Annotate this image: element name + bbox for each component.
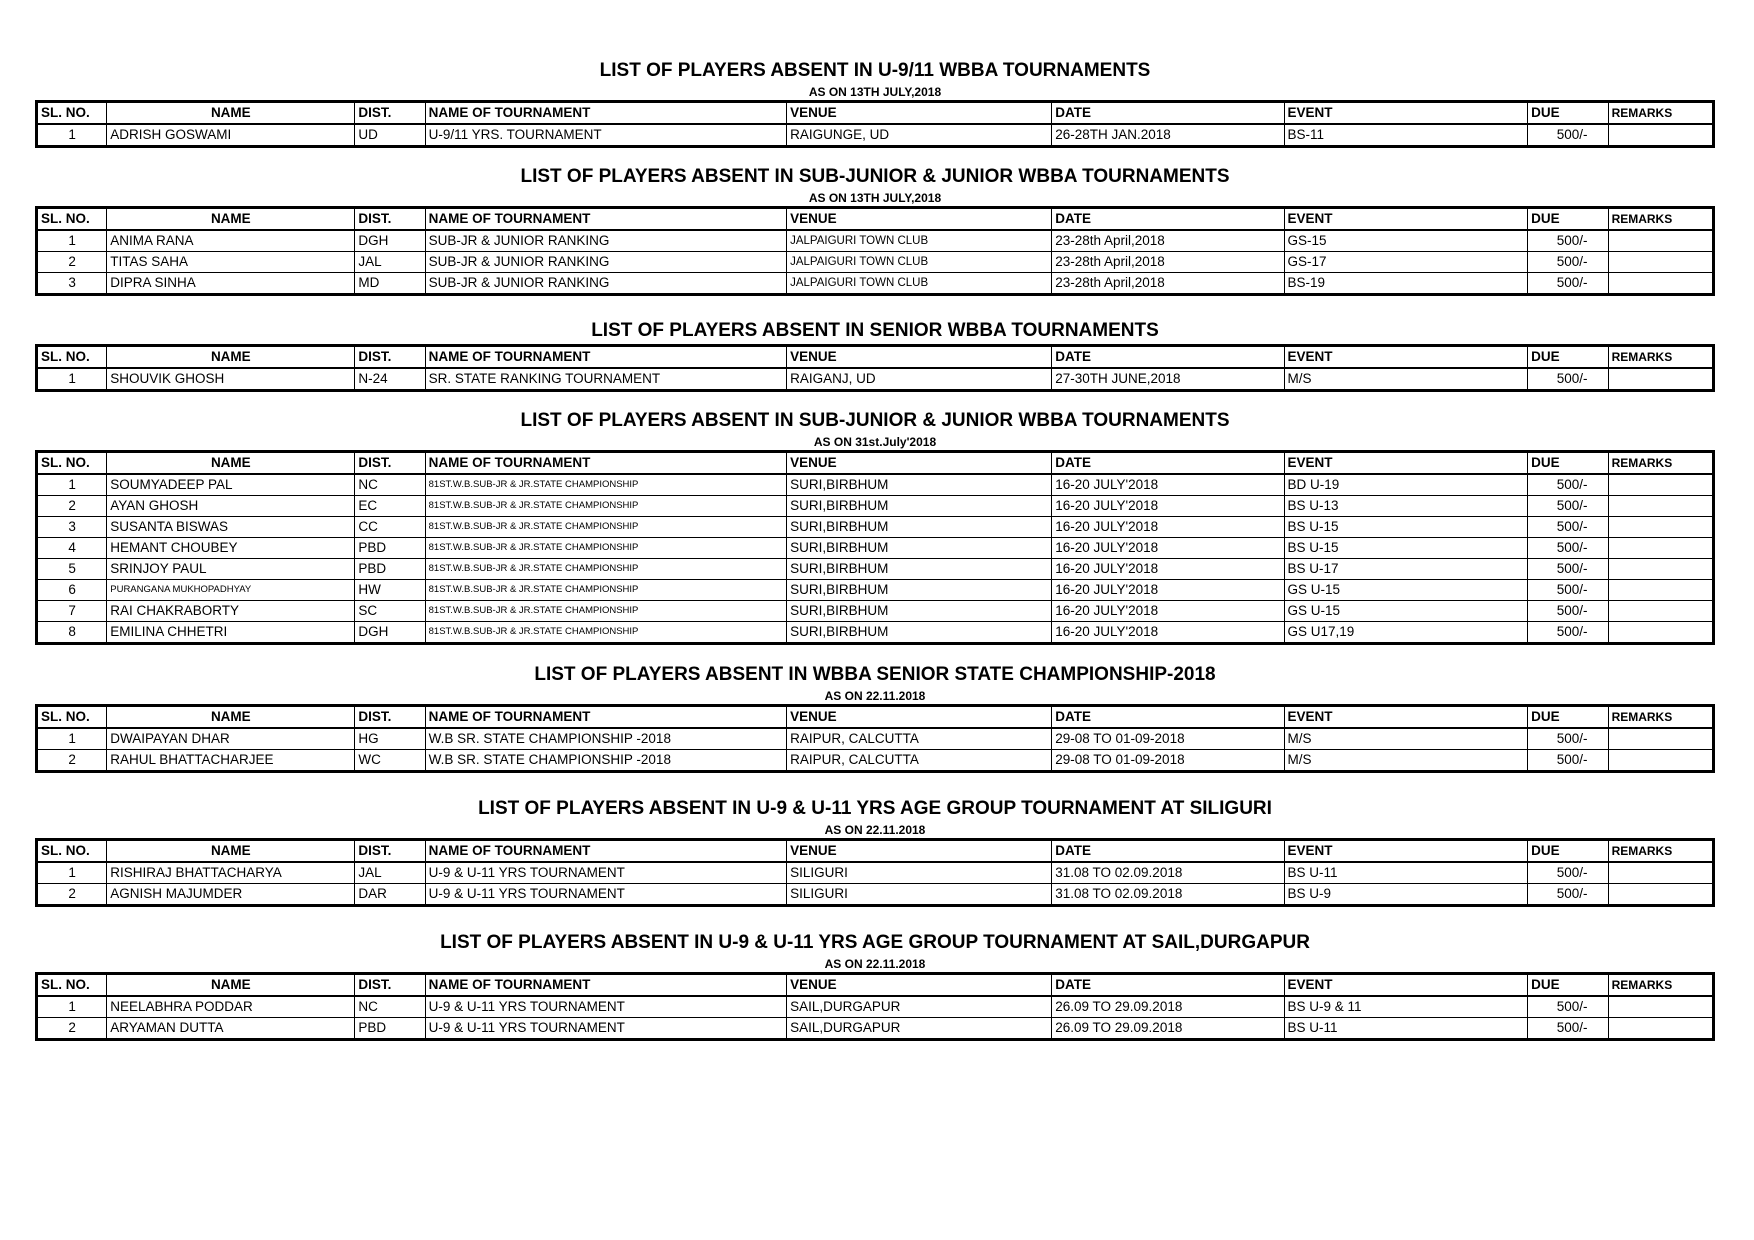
- table-cell: PURANGANA MUKHOPADHYAY: [107, 580, 355, 601]
- table-cell: NEELABHRA PODDAR: [107, 996, 355, 1018]
- column-header: DIST.: [355, 974, 425, 997]
- table-cell: 4: [37, 538, 107, 559]
- table-cell: BS U-11: [1284, 1018, 1528, 1040]
- table-cell: 16-20 JULY'2018: [1052, 538, 1284, 559]
- column-header: DUE: [1528, 102, 1608, 125]
- table-cell: BS U-9 & 11: [1284, 996, 1528, 1018]
- table-cell: 1: [37, 230, 107, 252]
- table-row: [37, 862, 1714, 884]
- section-title: LIST OF PLAYERS ABSENT IN SUB-JUNIOR & JUNIOR WBBA TOURNAMENTS: [520, 166, 1230, 187]
- column-header: SL. NO.: [37, 346, 107, 369]
- section-title: LIST OF PLAYERS ABSENT IN U-9 & U-11 YRS AGE GROUP TOURNAMENT AT SAIL,DURGAPUR: [440, 932, 1310, 953]
- table-cell: RAIPUR, CALCUTTA: [787, 728, 1052, 750]
- column-header: SL. NO.: [37, 208, 107, 231]
- table-cell: [1608, 273, 1713, 295]
- column-header: EVENT: [1284, 102, 1528, 125]
- as-on-date: AS ON 22.11.2018: [824, 957, 926, 971]
- column-header: REMARKS: [1608, 706, 1713, 729]
- table-cell: HEMANT CHOUBEY: [107, 538, 355, 559]
- table-cell: GS U17,19: [1284, 622, 1528, 644]
- table-header-row: [37, 346, 1714, 369]
- table-cell: AGNISH MAJUMDER: [107, 884, 355, 906]
- column-header: VENUE: [787, 974, 1052, 997]
- absentee-table: [35, 838, 1715, 907]
- table-cell: UD: [355, 124, 425, 147]
- column-header: VENUE: [787, 840, 1052, 863]
- table-cell: U-9 & U-11 YRS TOURNAMENT: [425, 1018, 786, 1040]
- table-cell: JALPAIGURI TOWN CLUB: [787, 252, 1052, 273]
- as-on-date: AS ON 22.11.2018: [824, 823, 926, 837]
- table-row: [37, 728, 1714, 750]
- table-cell: GS-15: [1284, 230, 1528, 252]
- table-row: [37, 559, 1714, 580]
- column-header: EVENT: [1284, 452, 1528, 475]
- table-cell: [1608, 580, 1713, 601]
- table-row: [37, 124, 1714, 147]
- column-header: SL. NO.: [37, 974, 107, 997]
- table-cell: 500/-: [1528, 884, 1608, 906]
- table-cell: 29-08 TO 01-09-2018: [1052, 728, 1284, 750]
- column-header: DIST.: [355, 346, 425, 369]
- column-header: NAME OF TOURNAMENT: [425, 102, 786, 125]
- table-cell: [1608, 728, 1713, 750]
- table-row: [37, 580, 1714, 601]
- table-cell: SC: [355, 601, 425, 622]
- table-cell: 81ST.W.B.SUB-JR & JR.STATE CHAMPIONSHIP: [425, 538, 786, 559]
- table-cell: ADRISH GOSWAMI: [107, 124, 355, 147]
- table-cell: M/S: [1284, 728, 1528, 750]
- table-cell: 500/-: [1528, 538, 1608, 559]
- table-row: [37, 996, 1714, 1018]
- table-cell: NC: [355, 474, 425, 496]
- table-cell: EMILINA CHHETRI: [107, 622, 355, 644]
- table-cell: W.B SR. STATE CHAMPIONSHIP -2018: [425, 728, 786, 750]
- table-cell: [1608, 230, 1713, 252]
- table-cell: 16-20 JULY'2018: [1052, 474, 1284, 496]
- table-row: [37, 538, 1714, 559]
- column-header: DIST.: [355, 706, 425, 729]
- table-cell: SURI,BIRBHUM: [787, 601, 1052, 622]
- table-cell: 81ST.W.B.SUB-JR & JR.STATE CHAMPIONSHIP: [425, 474, 786, 496]
- table-cell: BD U-19: [1284, 474, 1528, 496]
- table-cell: 1: [37, 474, 107, 496]
- table-cell: U-9 & U-11 YRS TOURNAMENT: [425, 884, 786, 906]
- table-cell: SUSANTA BISWAS: [107, 517, 355, 538]
- table-cell: BS-11: [1284, 124, 1528, 147]
- table-cell: U-9 & U-11 YRS TOURNAMENT: [425, 862, 786, 884]
- column-header: EVENT: [1284, 706, 1528, 729]
- table-cell: [1608, 601, 1713, 622]
- column-header: DATE: [1052, 974, 1284, 997]
- column-header: DATE: [1052, 102, 1284, 125]
- column-header: DUE: [1528, 452, 1608, 475]
- column-header: DIST.: [355, 452, 425, 475]
- table-row: [37, 368, 1714, 391]
- column-header: VENUE: [787, 706, 1052, 729]
- table-cell: DWAIPAYAN DHAR: [107, 728, 355, 750]
- column-header: DATE: [1052, 208, 1284, 231]
- table-cell: [1608, 750, 1713, 772]
- table-cell: SURI,BIRBHUM: [787, 517, 1052, 538]
- table-cell: 23-28th April,2018: [1052, 230, 1284, 252]
- table-cell: PBD: [355, 559, 425, 580]
- column-header: DUE: [1528, 208, 1608, 231]
- table-cell: BS-19: [1284, 273, 1528, 295]
- column-header: DATE: [1052, 840, 1284, 863]
- table-cell: [1608, 538, 1713, 559]
- absentee-table: [35, 972, 1715, 1041]
- table-cell: SUB-JR & JUNIOR RANKING: [425, 230, 786, 252]
- table-cell: JAL: [355, 252, 425, 273]
- table-cell: 27-30TH JUNE,2018: [1052, 368, 1284, 391]
- table-cell: SURI,BIRBHUM: [787, 538, 1052, 559]
- table-cell: GS U-15: [1284, 580, 1528, 601]
- table-cell: MD: [355, 273, 425, 295]
- table-row: [37, 1018, 1714, 1040]
- absentee-section: [35, 796, 1715, 907]
- absentee-table: [35, 206, 1715, 296]
- column-header: DUE: [1528, 706, 1608, 729]
- table-cell: NC: [355, 996, 425, 1018]
- table-cell: [1608, 622, 1713, 644]
- as-on-date: AS ON 13TH JULY,2018: [808, 191, 942, 205]
- table-cell: 23-28th April,2018: [1052, 252, 1284, 273]
- table-cell: DGH: [355, 622, 425, 644]
- column-header: DUE: [1528, 974, 1608, 997]
- absentee-section: [35, 408, 1715, 645]
- table-cell: RAHUL BHATTACHARJEE: [107, 750, 355, 772]
- table-cell: DIPRA SINHA: [107, 273, 355, 295]
- column-header: DIST.: [355, 102, 425, 125]
- table-header-row: [37, 706, 1714, 729]
- table-row: [37, 474, 1714, 496]
- column-header: DIST.: [355, 840, 425, 863]
- column-header: NAME OF TOURNAMENT: [425, 452, 786, 475]
- table-cell: 26-28TH JAN.2018: [1052, 124, 1284, 147]
- table-header-row: [37, 452, 1714, 475]
- table-cell: 81ST.W.B.SUB-JR & JR.STATE CHAMPIONSHIP: [425, 517, 786, 538]
- table-cell: 7: [37, 601, 107, 622]
- column-header: DATE: [1052, 452, 1284, 475]
- column-header: NAME OF TOURNAMENT: [425, 974, 786, 997]
- table-cell: DAR: [355, 884, 425, 906]
- column-header: NAME: [107, 346, 355, 369]
- column-header: SL. NO.: [37, 452, 107, 475]
- table-cell: RISHIRAJ BHATTACHARYA: [107, 862, 355, 884]
- column-header: REMARKS: [1608, 208, 1713, 231]
- table-cell: 16-20 JULY'2018: [1052, 517, 1284, 538]
- table-cell: 16-20 JULY'2018: [1052, 496, 1284, 517]
- column-header: SL. NO.: [37, 706, 107, 729]
- table-cell: BS U-11: [1284, 862, 1528, 884]
- table-row: [37, 884, 1714, 906]
- column-header: VENUE: [787, 208, 1052, 231]
- table-cell: SHOUVIK GHOSH: [107, 368, 355, 391]
- table-cell: 500/-: [1528, 580, 1608, 601]
- column-header: DIST.: [355, 208, 425, 231]
- table-cell: GS U-15: [1284, 601, 1528, 622]
- table-cell: 500/-: [1528, 622, 1608, 644]
- table-cell: SR. STATE RANKING TOURNAMENT: [425, 368, 786, 391]
- table-cell: 2: [37, 1018, 107, 1040]
- table-cell: 500/-: [1528, 559, 1608, 580]
- table-cell: 23-28th April,2018: [1052, 273, 1284, 295]
- table-cell: SUB-JR & JUNIOR RANKING: [425, 252, 786, 273]
- table-cell: [1608, 559, 1713, 580]
- table-row: [37, 622, 1714, 644]
- column-header: NAME: [107, 974, 355, 997]
- table-cell: W.B SR. STATE CHAMPIONSHIP -2018: [425, 750, 786, 772]
- table-cell: 81ST.W.B.SUB-JR & JR.STATE CHAMPIONSHIP: [425, 622, 786, 644]
- column-header: NAME: [107, 102, 355, 125]
- table-cell: 1: [37, 996, 107, 1018]
- table-cell: [1608, 474, 1713, 496]
- column-header: DUE: [1528, 840, 1608, 863]
- table-cell: [1608, 517, 1713, 538]
- table-cell: 500/-: [1528, 368, 1608, 391]
- table-cell: [1608, 1018, 1713, 1040]
- table-cell: BS U-13: [1284, 496, 1528, 517]
- absentee-table: [35, 344, 1715, 392]
- table-cell: SURI,BIRBHUM: [787, 496, 1052, 517]
- column-header: DATE: [1052, 706, 1284, 729]
- section-title: LIST OF PLAYERS ABSENT IN SENIOR WBBA TOURNAMENTS: [591, 320, 1159, 341]
- table-cell: BS U-17: [1284, 559, 1528, 580]
- column-header: VENUE: [787, 452, 1052, 475]
- table-cell: 1: [37, 124, 107, 147]
- table-header-row: [37, 840, 1714, 863]
- column-header: NAME: [107, 452, 355, 475]
- table-cell: U-9 & U-11 YRS TOURNAMENT: [425, 996, 786, 1018]
- column-header: DATE: [1052, 346, 1284, 369]
- table-header-row: [37, 974, 1714, 997]
- table-cell: 26.09 TO 29.09.2018: [1052, 996, 1284, 1018]
- table-cell: BS U-15: [1284, 538, 1528, 559]
- table-cell: RAI CHAKRABORTY: [107, 601, 355, 622]
- table-cell: RAIPUR, CALCUTTA: [787, 750, 1052, 772]
- table-row: [37, 496, 1714, 517]
- table-cell: JALPAIGURI TOWN CLUB: [787, 230, 1052, 252]
- table-cell: BS U-15: [1284, 517, 1528, 538]
- as-on-date: AS ON 13TH JULY,2018: [808, 85, 942, 99]
- table-cell: N-24: [355, 368, 425, 391]
- table-cell: 500/-: [1528, 1018, 1608, 1040]
- table-cell: 3: [37, 273, 107, 295]
- column-header: NAME OF TOURNAMENT: [425, 840, 786, 863]
- column-header: NAME OF TOURNAMENT: [425, 706, 786, 729]
- table-cell: M/S: [1284, 750, 1528, 772]
- table-cell: 2: [37, 884, 107, 906]
- section-title: LIST OF PLAYERS ABSENT IN SUB-JUNIOR & JUNIOR WBBA TOURNAMENTS: [520, 410, 1230, 431]
- column-header: EVENT: [1284, 346, 1528, 369]
- column-header: VENUE: [787, 346, 1052, 369]
- table-cell: ARYAMAN DUTTA: [107, 1018, 355, 1040]
- table-cell: BS U-9: [1284, 884, 1528, 906]
- column-header: NAME: [107, 840, 355, 863]
- table-cell: HG: [355, 728, 425, 750]
- table-cell: 31.08 TO 02.09.2018: [1052, 884, 1284, 906]
- table-row: [37, 252, 1714, 273]
- table-row: [37, 750, 1714, 772]
- table-cell: SURI,BIRBHUM: [787, 559, 1052, 580]
- table-cell: SURI,BIRBHUM: [787, 580, 1052, 601]
- table-cell: [1608, 368, 1713, 391]
- table-cell: 1: [37, 368, 107, 391]
- column-header: VENUE: [787, 102, 1052, 125]
- table-cell: 3: [37, 517, 107, 538]
- table-cell: SOUMYADEEP PAL: [107, 474, 355, 496]
- column-header: REMARKS: [1608, 452, 1713, 475]
- table-cell: SILIGURI: [787, 862, 1052, 884]
- table-cell: 2: [37, 496, 107, 517]
- table-cell: [1608, 862, 1713, 884]
- table-cell: WC: [355, 750, 425, 772]
- table-cell: 29-08 TO 01-09-2018: [1052, 750, 1284, 772]
- table-cell: RAIGANJ, UD: [787, 368, 1052, 391]
- absentee-table: [35, 100, 1715, 148]
- column-header: DUE: [1528, 346, 1608, 369]
- absentee-table: [35, 704, 1715, 773]
- table-cell: 500/-: [1528, 124, 1608, 147]
- table-cell: [1608, 124, 1713, 147]
- table-cell: 81ST.W.B.SUB-JR & JR.STATE CHAMPIONSHIP: [425, 580, 786, 601]
- table-cell: 500/-: [1528, 862, 1608, 884]
- table-cell: 26.09 TO 29.09.2018: [1052, 1018, 1284, 1040]
- table-cell: 5: [37, 559, 107, 580]
- table-row: [37, 601, 1714, 622]
- table-header-row: [37, 102, 1714, 125]
- table-cell: M/S: [1284, 368, 1528, 391]
- table-cell: [1608, 996, 1713, 1018]
- section-title: LIST OF PLAYERS ABSENT IN WBBA SENIOR STATE CHAMPIONSHIP-2018: [534, 664, 1216, 685]
- column-header: EVENT: [1284, 840, 1528, 863]
- column-header: EVENT: [1284, 974, 1528, 997]
- table-cell: 500/-: [1528, 601, 1608, 622]
- as-on-date: AS ON 31st.July'2018: [813, 435, 937, 449]
- table-cell: 6: [37, 580, 107, 601]
- table-cell: RAIGUNGE, UD: [787, 124, 1052, 147]
- table-cell: PBD: [355, 538, 425, 559]
- table-cell: 500/-: [1528, 230, 1608, 252]
- table-cell: [1608, 496, 1713, 517]
- table-row: [37, 230, 1714, 252]
- table-cell: U-9/11 YRS. TOURNAMENT: [425, 124, 786, 147]
- table-cell: 500/-: [1528, 996, 1608, 1018]
- table-cell: 1: [37, 728, 107, 750]
- column-header: REMARKS: [1608, 346, 1713, 369]
- table-cell: 500/-: [1528, 474, 1608, 496]
- table-cell: CC: [355, 517, 425, 538]
- table-cell: 500/-: [1528, 517, 1608, 538]
- table-cell: 81ST.W.B.SUB-JR & JR.STATE CHAMPIONSHIP: [425, 559, 786, 580]
- table-cell: 81ST.W.B.SUB-JR & JR.STATE CHAMPIONSHIP: [425, 496, 786, 517]
- column-header: REMARKS: [1608, 102, 1713, 125]
- table-cell: TITAS SAHA: [107, 252, 355, 273]
- table-cell: [1608, 252, 1713, 273]
- column-header: NAME OF TOURNAMENT: [425, 346, 786, 369]
- table-cell: SAIL,DURGAPUR: [787, 1018, 1052, 1040]
- table-cell: HW: [355, 580, 425, 601]
- table-cell: 500/-: [1528, 496, 1608, 517]
- table-cell: 16-20 JULY'2018: [1052, 559, 1284, 580]
- table-cell: 2: [37, 750, 107, 772]
- table-cell: 8: [37, 622, 107, 644]
- column-header: REMARKS: [1608, 840, 1713, 863]
- table-cell: 1: [37, 862, 107, 884]
- absentee-table: [35, 450, 1715, 645]
- table-row: [37, 517, 1714, 538]
- table-cell: EC: [355, 496, 425, 517]
- table-cell: 2: [37, 252, 107, 273]
- as-on-date: AS ON 22.11.2018: [824, 689, 926, 703]
- column-header: NAME: [107, 706, 355, 729]
- table-cell: PBD: [355, 1018, 425, 1040]
- table-cell: SURI,BIRBHUM: [787, 622, 1052, 644]
- table-cell: JALPAIGURI TOWN CLUB: [787, 273, 1052, 295]
- column-header: NAME OF TOURNAMENT: [425, 208, 786, 231]
- table-cell: 500/-: [1528, 728, 1608, 750]
- table-cell: GS-17: [1284, 252, 1528, 273]
- absentee-section: [35, 662, 1715, 773]
- table-cell: DGH: [355, 230, 425, 252]
- table-cell: SAIL,DURGAPUR: [787, 996, 1052, 1018]
- column-header: SL. NO.: [37, 102, 107, 125]
- table-cell: ANIMA RANA: [107, 230, 355, 252]
- section-title: LIST OF PLAYERS ABSENT IN U-9/11 WBBA TOURNAMENTS: [599, 60, 1151, 81]
- absentee-section: [35, 930, 1715, 1041]
- column-header: EVENT: [1284, 208, 1528, 231]
- table-cell: [1608, 884, 1713, 906]
- table-cell: 500/-: [1528, 273, 1608, 295]
- table-header-row: [37, 208, 1714, 231]
- table-cell: SUB-JR & JUNIOR RANKING: [425, 273, 786, 295]
- absentee-section: [35, 164, 1715, 296]
- column-header: SL. NO.: [37, 840, 107, 863]
- absentee-section: [35, 318, 1715, 392]
- table-cell: JAL: [355, 862, 425, 884]
- absentee-section: [35, 58, 1715, 148]
- table-cell: 16-20 JULY'2018: [1052, 601, 1284, 622]
- table-cell: 16-20 JULY'2018: [1052, 622, 1284, 644]
- table-row: [37, 273, 1714, 295]
- column-header: NAME: [107, 208, 355, 231]
- column-header: REMARKS: [1608, 974, 1713, 997]
- section-title: LIST OF PLAYERS ABSENT IN U-9 & U-11 YRS AGE GROUP TOURNAMENT AT SILIGURI: [478, 798, 1272, 819]
- table-cell: 81ST.W.B.SUB-JR & JR.STATE CHAMPIONSHIP: [425, 601, 786, 622]
- table-cell: 16-20 JULY'2018: [1052, 580, 1284, 601]
- table-cell: SILIGURI: [787, 884, 1052, 906]
- table-cell: 31.08 TO 02.09.2018: [1052, 862, 1284, 884]
- table-cell: SRINJOY PAUL: [107, 559, 355, 580]
- table-cell: 500/-: [1528, 252, 1608, 273]
- table-cell: AYAN GHOSH: [107, 496, 355, 517]
- table-cell: 500/-: [1528, 750, 1608, 772]
- table-cell: SURI,BIRBHUM: [787, 474, 1052, 496]
